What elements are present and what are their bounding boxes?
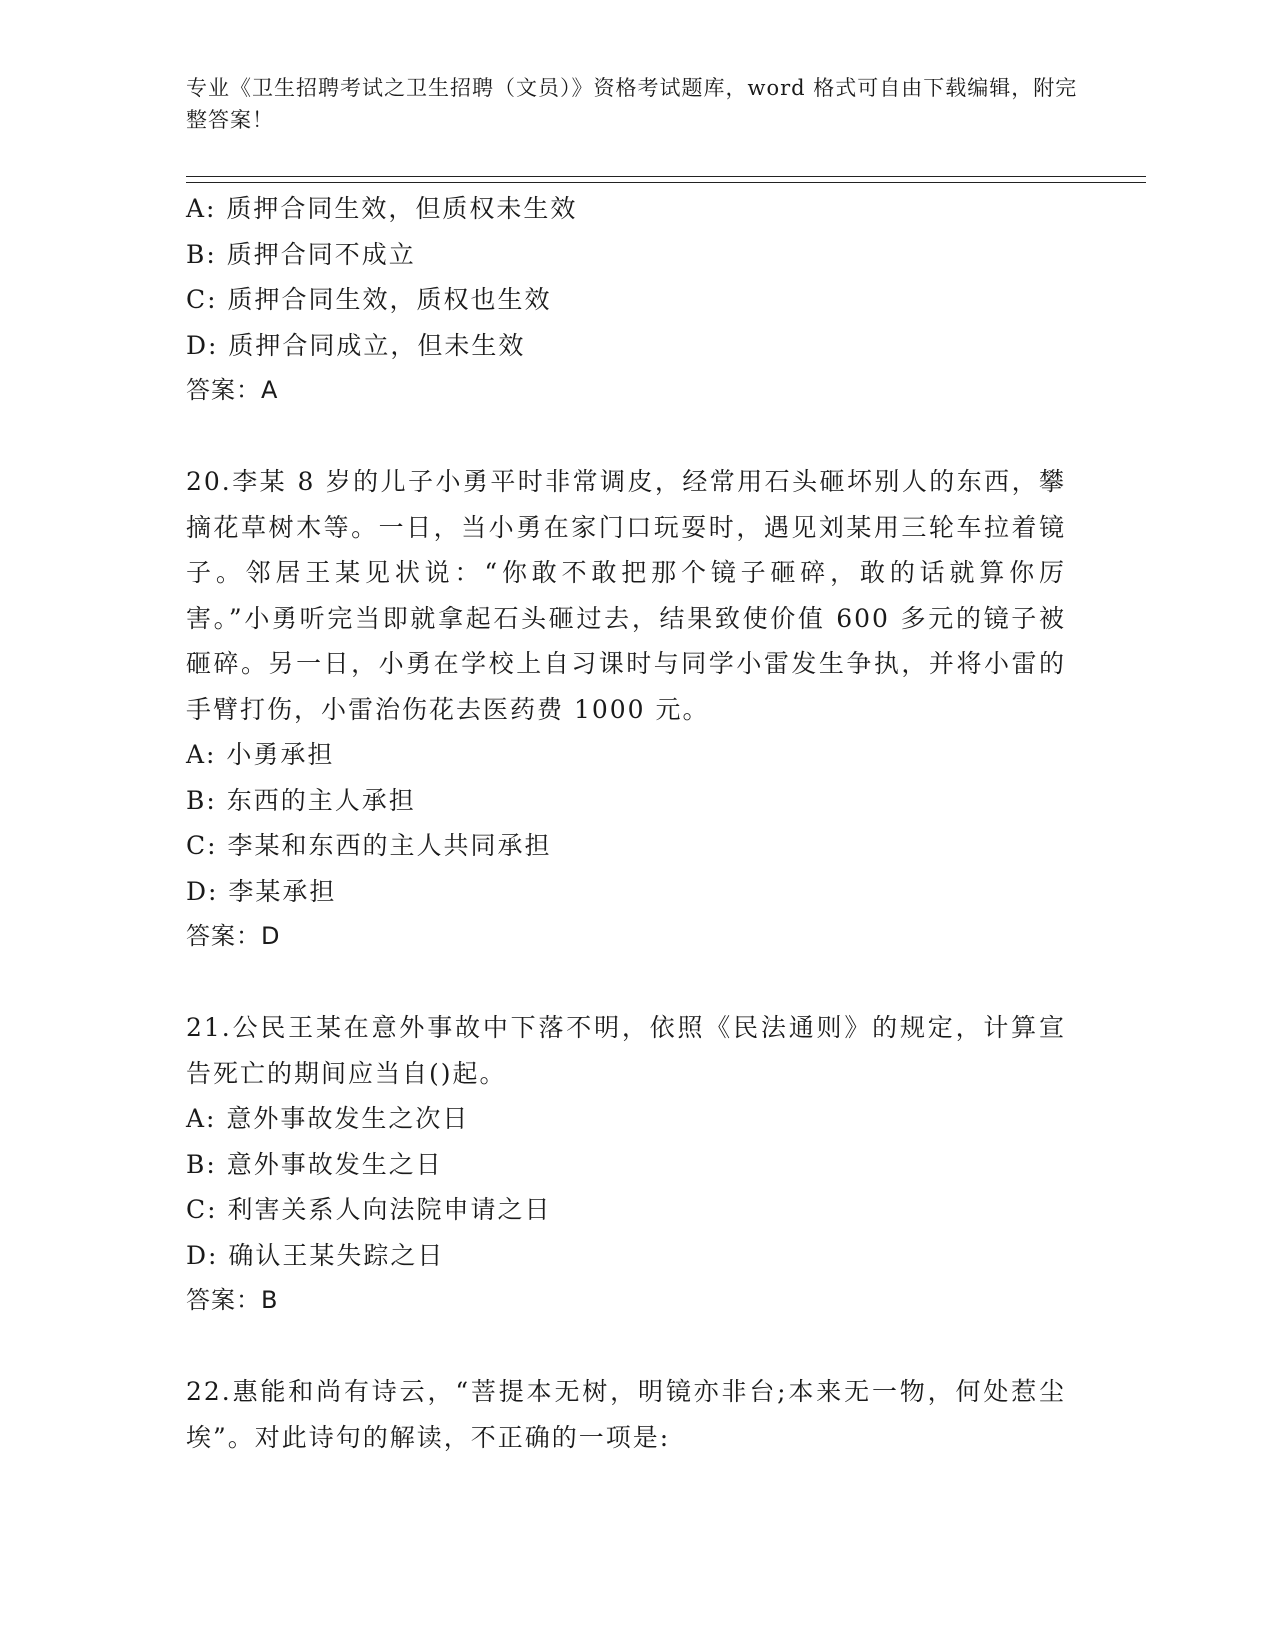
- question-spacer: [186, 1324, 1066, 1370]
- question-22-stem: 22.惠能和尚有诗云，“菩提本无树，明镜亦非台;本来无一物，何处惹尘埃”。对此诗句的解读，不正确的一项是:: [186, 1377, 1066, 1452]
- option-a: A: 小勇承担: [186, 740, 335, 769]
- option-d: D: 确认王某失踪之日: [186, 1240, 445, 1270]
- option-a: A: 意外事故发生之次日: [186, 1104, 470, 1133]
- option-d: D: 李某承担: [186, 876, 337, 906]
- option-a: A: 质押合同生效，但质权未生效: [186, 194, 578, 223]
- option-b: B: 质押合同不成立: [186, 239, 416, 269]
- option-c: C: 质押合同生效，质权也生效: [186, 285, 552, 314]
- prev-question-block: [186, 186, 1066, 414]
- question-spacer: [186, 414, 1066, 460]
- question-20-stem: 20.李某 8 岁的儿子小勇平时非常调皮，经常用石头砸坏别人的东西，攀摘花草树木等。一日，当小勇在家门口玩耍时，遇见刘某用三轮车拉着镜子。邻居王某见状说：“你敢不敢把那个镜子砸碎，敢的话就算你厉害。”小勇听完当即就拿起石头砸过去，结果致使价值 600 多元的镜子被砸碎。另一日，小勇在学校上自习课时与同学小雷发生争执，并将小雷的手臂打伤，小雷治伤花去医药费 1000 元。: [186, 467, 1066, 724]
- question-22-block: [186, 1369, 1066, 1460]
- option-c: C: 利害关系人向法院申请之日: [186, 1195, 552, 1224]
- document-header: 专业《卫生招聘考试之卫生招聘（文员）》资格考试题库，word 格式可自由下载编辑，附完整答案！: [186, 76, 1078, 132]
- option-c: C: 李某和东西的主人共同承担: [186, 831, 552, 860]
- header-divider-top: [186, 176, 1146, 177]
- question-spacer: [186, 960, 1066, 1006]
- question-20-block: [186, 459, 1066, 960]
- header-divider-bottom: [186, 182, 1146, 183]
- answer-line: 答案：D: [186, 922, 281, 950]
- option-d: D: 质押合同成立，但未生效: [186, 330, 526, 360]
- answer-line: 答案：A: [186, 376, 279, 404]
- question-21-block: [186, 1005, 1066, 1324]
- question-content: [186, 186, 1066, 1460]
- question-21-stem: 21.公民王某在意外事故中下落不明，依照《民法通则》的规定，计算宣告死亡的期间应当自()起。: [186, 1013, 1066, 1088]
- option-b: B: 意外事故发生之日: [186, 1149, 443, 1179]
- option-b: B: 东西的主人承担: [186, 785, 416, 815]
- answer-line: 答案：B: [186, 1286, 279, 1314]
